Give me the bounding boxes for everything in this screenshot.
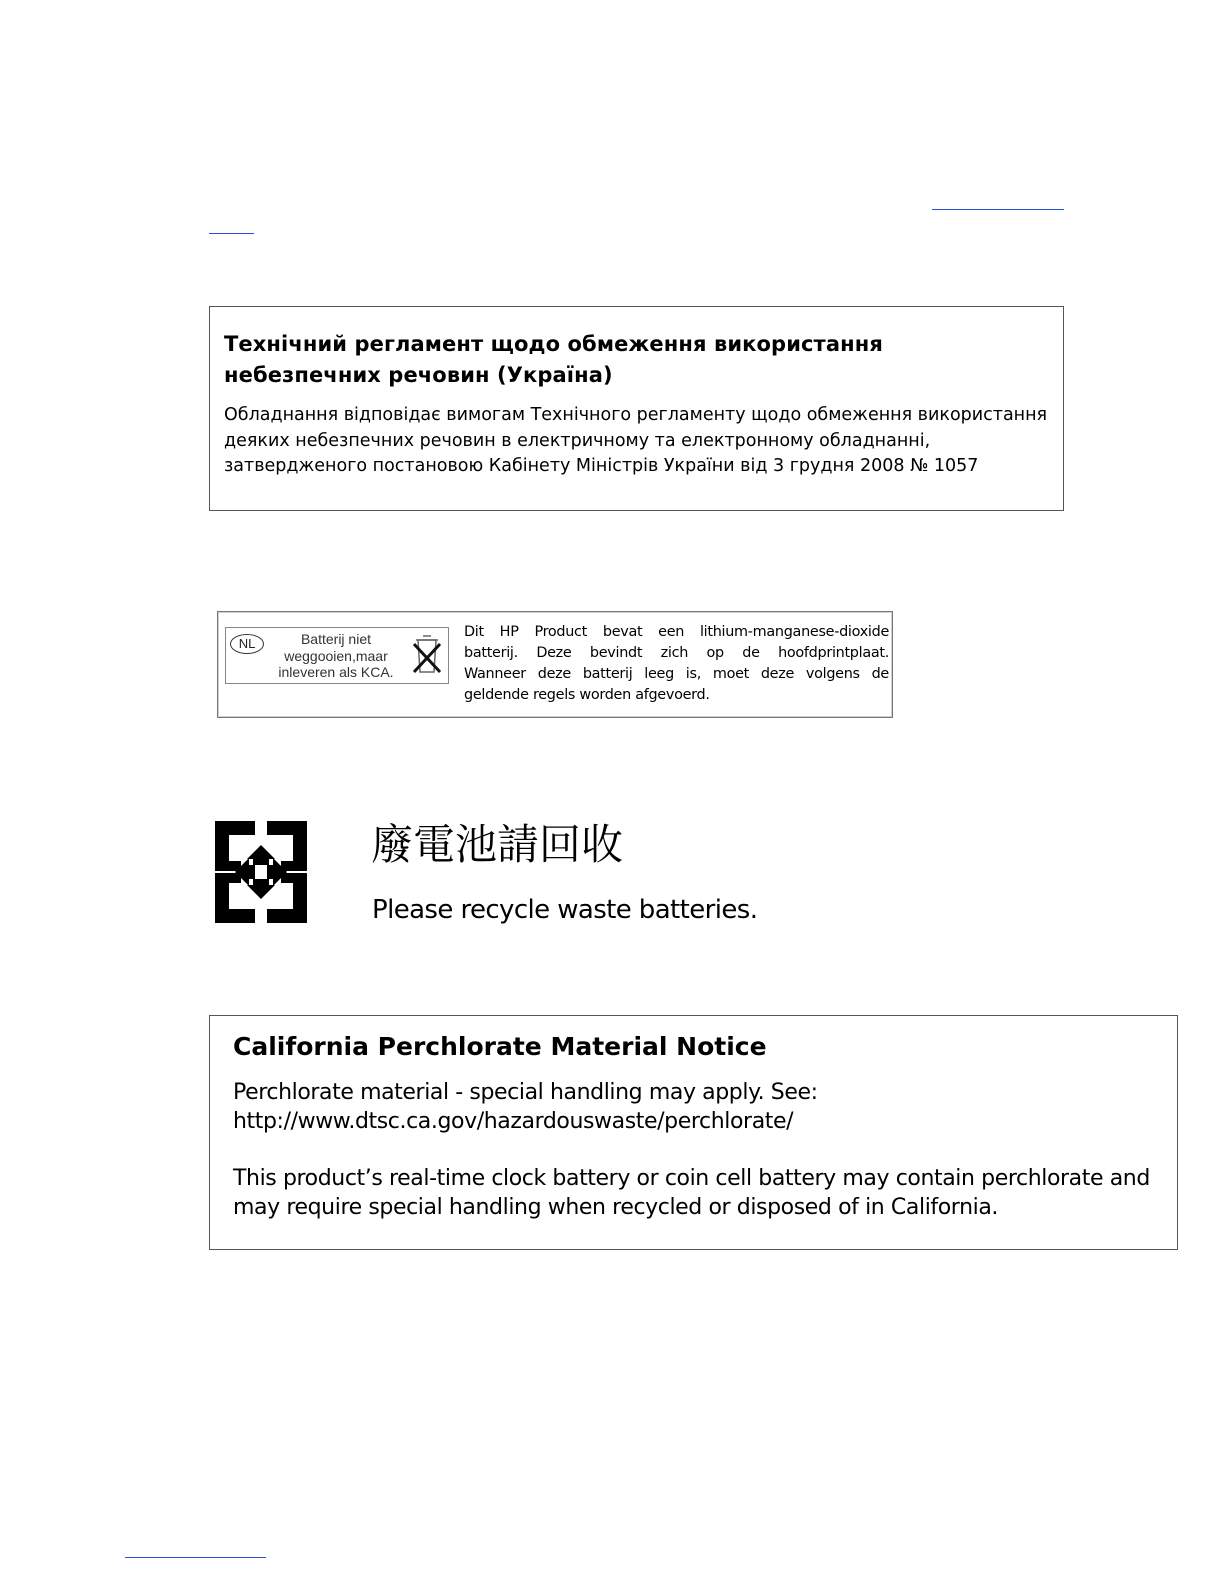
battery-label-text: Batterij niet weggooien,maar inleveren als KCA. — [278, 631, 394, 680]
ukraine-notice-title: Технічний регламент щодо обмеження використання небезпечних речовин (Україна) — [224, 332, 883, 387]
crossed-bin-icon — [410, 632, 444, 678]
california-notice-title: California Perchlorate Material Notice — [233, 1032, 767, 1061]
footer-link-underline[interactable] — [125, 1557, 266, 1558]
link-underline[interactable] — [932, 209, 1064, 210]
recycle-text-english: Please recycle waste batteries. — [372, 895, 758, 925]
netherlands-battery-notice — [217, 611, 893, 718]
california-perchlorate-notice — [209, 1015, 1178, 1250]
ukraine-rohs-notice — [209, 306, 1064, 511]
battery-recycle-icon — [209, 821, 313, 923]
battery-disposal-label — [225, 627, 449, 684]
nl-country-badge: NL — [230, 634, 264, 654]
battery-notice-text: Dit HP Product bevat een lithium-manganese-dioxide batterij. Deze bevindt zich op de hoofdprintplaat. Wanneer deze batterij leeg is, moet deze volgens de geldende regels worden afgevoerd. — [464, 624, 889, 703]
link-underline[interactable] — [209, 233, 254, 234]
california-notice-paragraph-2: This product’s real-time clock battery or coin cell battery may contain perchlorate and may require special handling when recycled or disposed of in California. — [233, 1166, 1150, 1220]
perchlorate-url: http://www.dtsc.ca.gov/hazardouswaste/perchlorate/ — [233, 1109, 794, 1134]
california-notice-paragraph-1: Perchlorate material - special handling may apply. See: http://www.dtsc.ca.gov/hazardouswaste/perchlorate/ — [233, 1080, 818, 1134]
ukraine-notice-body: Обладнання відповідає вимогам Технічного регламенту щодо обмеження використання деяких небезпечних речовин в електричному та електронному обладнанні, затвердженого постановою Кабінету Міністрів України від 3 грудня 2008 № 1057 — [224, 405, 1048, 476]
recycle-text-chinese: 廢電池請回收 — [371, 820, 624, 869]
